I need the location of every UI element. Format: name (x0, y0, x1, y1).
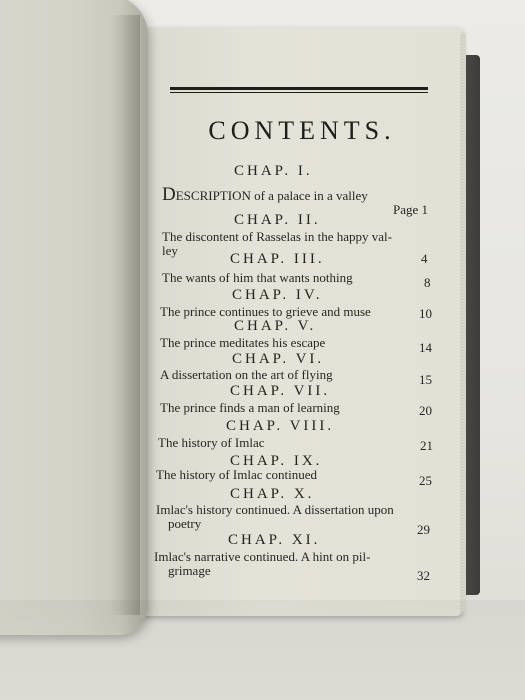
chapter-heading: CHAP. XI. (228, 532, 321, 548)
entry-line: The history of Imlac continued (156, 467, 318, 482)
entry-line: The prince finds a man of learning (160, 400, 340, 415)
contents-heading: CONTENTS. (208, 116, 396, 145)
entry-line: The prince continues to grieve and muse (160, 304, 371, 319)
drop-capital: D (162, 184, 176, 205)
page-number: 15 (419, 372, 432, 387)
page-number: 25 (419, 473, 432, 488)
chapter-heading: CHAP. III. (230, 251, 325, 267)
entry-line: ley (162, 243, 178, 258)
page-number: 21 (420, 438, 433, 453)
top-rule-thick (170, 87, 428, 90)
left-page (0, 0, 148, 635)
chapter-heading: CHAP. X. (230, 486, 315, 502)
page-number (393, 202, 428, 218)
page-number: 10 (419, 306, 432, 321)
page-edges (460, 34, 466, 612)
page-prefix: Page (393, 202, 419, 217)
page-number: 32 (417, 568, 430, 583)
chapter-heading: CHAP. IV. (232, 287, 323, 303)
entry-line: A dissertation on the art of flying (160, 367, 333, 382)
page-number: 20 (419, 403, 432, 418)
entry-line: The history of Imlac (158, 435, 265, 450)
table-shadow (0, 600, 525, 700)
entry-line: Imlac's history continued. A dissertation upon (156, 502, 394, 517)
chapter-entry (162, 184, 368, 206)
page-number: 14 (419, 340, 432, 355)
page-number: 4 (421, 251, 428, 266)
entry-line: Imlac's narrative continued. A hint on pil- (154, 549, 371, 564)
chapter-heading: CHAP. II. (234, 212, 321, 228)
entry-line: ESCRIPTION of a palace in a valley (175, 188, 368, 203)
page-number: 8 (424, 275, 431, 290)
entry-line: The discontent of Rasselas in the happy val- (162, 229, 392, 244)
entry-line: poetry (168, 516, 202, 531)
page-value: 1 (421, 202, 429, 217)
entry-line: The prince meditates his escape (160, 335, 326, 350)
chapter-heading: CHAP. VII. (230, 383, 331, 399)
chapter-heading: CHAP. V. (234, 318, 317, 334)
chapter-heading: CHAP. VIII. (226, 418, 335, 434)
top-rule-thin (170, 92, 428, 93)
left-page-gutter-shadow (110, 15, 140, 615)
chapter-heading: CHAP. IX. (230, 453, 323, 469)
page-number: 29 (417, 522, 430, 537)
chapter-heading: CHAP. I. (234, 163, 313, 179)
chapter-heading: CHAP. VI. (232, 351, 325, 367)
entry-line: The wants of him that wants nothing (162, 270, 353, 285)
entry-line: grimage (168, 563, 211, 578)
